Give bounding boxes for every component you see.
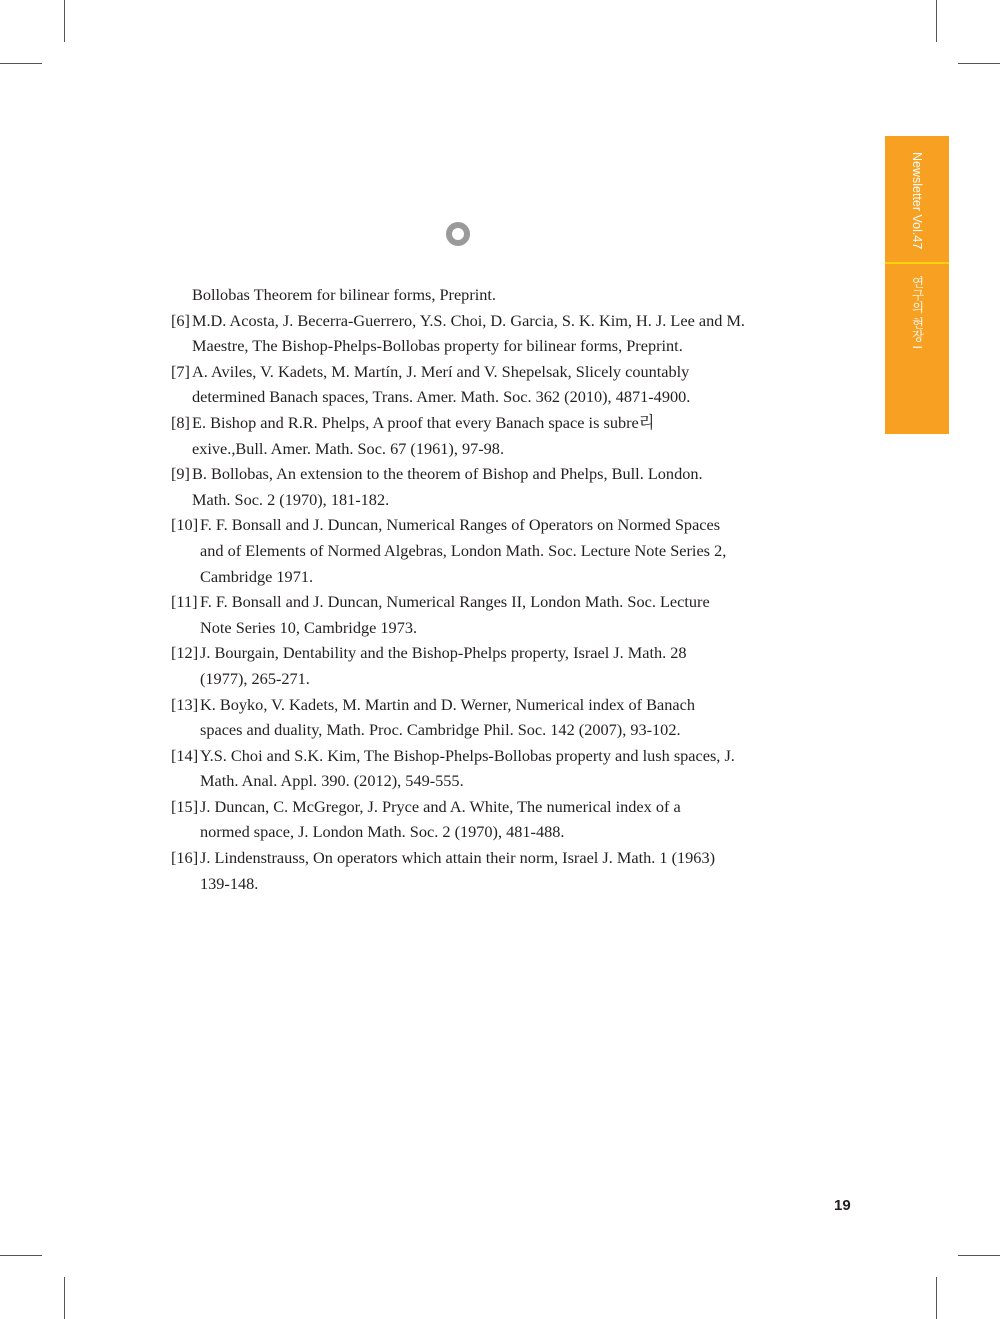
- reference-line: [171, 871, 745, 897]
- reference-line: [171, 640, 745, 666]
- reference-text: Y.S. Choi and S.K. Kim, The Bishop-Phelps-Bollobas property and lush spaces, J.: [200, 745, 735, 765]
- reference-line: [171, 359, 745, 385]
- reference-line: [171, 564, 745, 590]
- crop-mark: [936, 0, 937, 42]
- reference-entry: [171, 743, 745, 794]
- reference-text: Cambridge 1971.: [200, 566, 314, 586]
- reference-label: [13]: [171, 694, 199, 714]
- reference-text: and of Elements of Normed Algebras, London Math. Soc. Lecture Note Series 2,: [200, 540, 727, 560]
- reference-entry: [171, 512, 745, 589]
- reference-entry: [171, 461, 745, 512]
- reference-text: spaces and duality, Math. Proc. Cambridge Phil. Soc. 142 (2007), 93-102.: [200, 720, 681, 740]
- reference-entry: [171, 845, 745, 896]
- reference-label: [14]: [171, 745, 199, 765]
- reference-text: A. Aviles, V. Kadets, M. Martín, J. Merí and V. Shepelsak, Slicely countably: [192, 361, 690, 381]
- reference-entry: [171, 692, 745, 743]
- reference-text: determined Banach spaces, Trans. Amer. Math. Soc. 362 (2010), 4871-4900.: [192, 387, 691, 407]
- reference-entry: [171, 589, 745, 640]
- reference-line: [171, 487, 745, 513]
- reference-entry: [171, 359, 745, 410]
- reference-entry: [171, 640, 745, 691]
- reference-text: M.D. Acosta, J. Becerra-Guerrero, Y.S. Choi, D. Garcia, S. K. Kim, H. J. Lee and M.: [192, 310, 745, 330]
- reference-line: [171, 666, 745, 692]
- reference-line: [171, 410, 745, 436]
- reference-entry: [171, 308, 745, 359]
- reference-line: [171, 512, 745, 538]
- reference-line: [171, 436, 745, 462]
- ring-ornament-icon: [446, 222, 470, 246]
- newsletter-volume: Newsletter Vol.47: [910, 152, 924, 250]
- reference-line: [171, 384, 745, 410]
- crop-mark: [936, 1277, 937, 1319]
- reference-entry: [171, 282, 745, 308]
- reference-line: [171, 845, 745, 871]
- reference-text: K. Boyko, V. Kadets, M. Martin and D. Werner, Numerical index of Banach: [200, 694, 695, 714]
- reference-label: [11]: [171, 592, 198, 612]
- reference-entry: [171, 794, 745, 845]
- reference-text: (1977), 265-271.: [200, 668, 310, 688]
- reference-text: F. F. Bonsall and J. Duncan, Numerical Ranges II, London Math. Soc. Lecture: [200, 592, 710, 612]
- crop-mark: [0, 1255, 42, 1256]
- reference-label: [9]: [171, 464, 190, 484]
- reference-text: exive.,Bull. Amer. Math. Soc. 67 (1961), 97-98.: [192, 438, 505, 458]
- reference-list: [171, 282, 745, 896]
- tab-divider: [885, 262, 949, 264]
- crop-mark: [958, 63, 1000, 64]
- crop-mark: [64, 0, 65, 42]
- reference-label: [8]: [171, 412, 190, 432]
- reference-text: F. F. Bonsall and J. Duncan, Numerical Ranges of Operators on Normed Spaces: [200, 515, 721, 535]
- reference-text: Bollobas Theorem for bilinear forms, Preprint.: [192, 285, 497, 304]
- crop-mark: [958, 1255, 1000, 1256]
- page-number: 19: [834, 1197, 851, 1214]
- reference-line: [171, 717, 745, 743]
- reference-label: [6]: [171, 310, 190, 330]
- reference-line: [171, 538, 745, 564]
- reference-text: J. Bourgain, Dentability and the Bishop-Phelps property, Israel J. Math. 28: [200, 643, 687, 663]
- reference-label: [16]: [171, 848, 199, 868]
- reference-text: Maestre, The Bishop-Phelps-Bollobas property for bilinear forms, Preprint.: [192, 336, 683, 356]
- reference-line: [171, 615, 745, 641]
- reference-label: [7]: [171, 361, 190, 381]
- reference-text: 139-148.: [200, 873, 259, 893]
- reference-line: [171, 333, 745, 359]
- reference-text: Note Series 10, Cambridge 1973.: [200, 617, 418, 637]
- reference-line: [171, 819, 745, 845]
- section-title: 연구의 현장 I: [910, 276, 924, 349]
- reference-line: [171, 589, 745, 615]
- reference-text: Math. Anal. Appl. 390. (2012), 549-555.: [200, 771, 464, 791]
- reference-line: [171, 743, 745, 769]
- crop-mark: [64, 1277, 65, 1319]
- reference-text: J. Lindenstrauss, On operators which attain their norm, Israel J. Math. 1 (1963): [200, 848, 716, 868]
- crop-mark: [0, 63, 42, 64]
- reference-label: [15]: [171, 796, 199, 816]
- section-tab: [885, 136, 949, 434]
- reference-label: [10]: [171, 515, 199, 535]
- reference-line: [171, 461, 745, 487]
- reference-line: [171, 692, 745, 718]
- reference-text: J. Duncan, C. McGregor, J. Pryce and A. White, The numerical index of a: [200, 796, 681, 816]
- reference-text: normed space, J. London Math. Soc. 2 (1970), 481-488.: [200, 822, 565, 842]
- reference-line: [171, 308, 745, 334]
- reference-text: Math. Soc. 2 (1970), 181-182.: [192, 489, 390, 509]
- reference-line: [171, 794, 745, 820]
- reference-line: [171, 282, 745, 308]
- reference-label: [12]: [171, 643, 199, 663]
- reference-entry: [171, 410, 745, 461]
- reference-text: B. Bollobas, An extension to the theorem of Bishop and Phelps, Bull. London.: [192, 464, 703, 484]
- reference-line: [171, 768, 745, 794]
- reference-text: E. Bishop and R.R. Phelps, A proof that every Banach space is subre리: [192, 412, 655, 432]
